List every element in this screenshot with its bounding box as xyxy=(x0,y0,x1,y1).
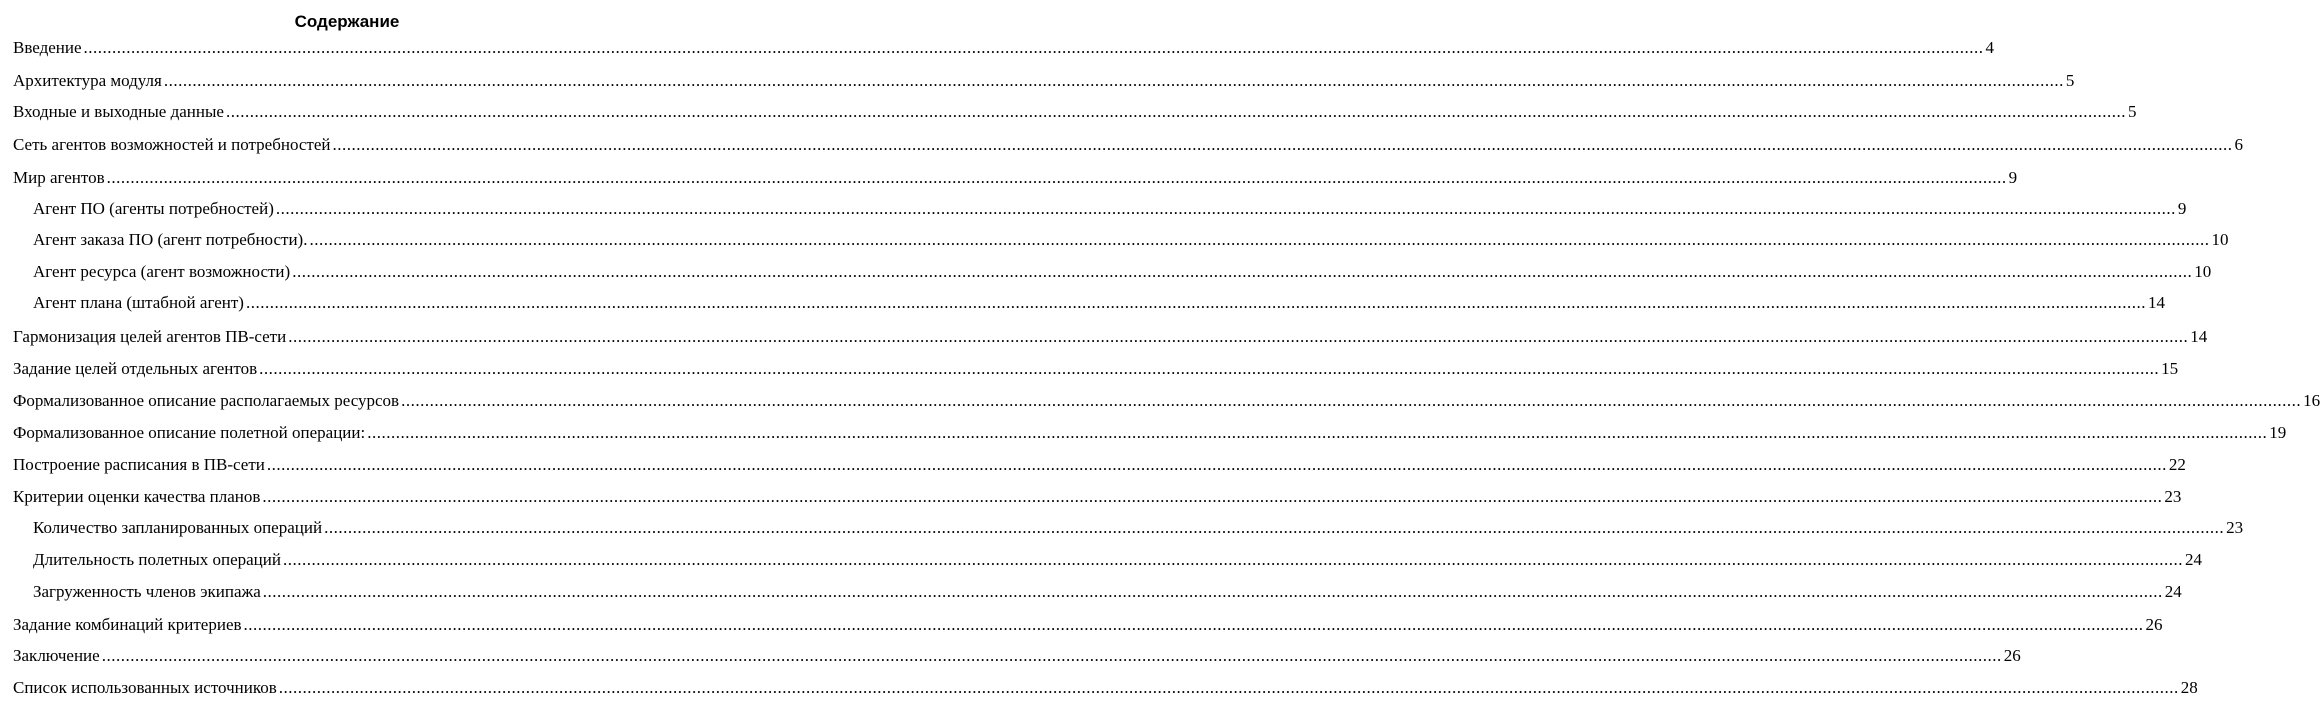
toc-dot-leader: ................................................................................................................................................................................................................................................................................................................................................................................................................ xyxy=(324,518,2225,537)
toc-entry-page: 19 xyxy=(2269,423,2287,442)
toc-entry-label: Введение xyxy=(13,38,82,57)
toc-dot-leader: ................................................................................................................................................................................................................................................................................................................................................................................................................ xyxy=(401,391,2302,410)
toc-entry-page: 9 xyxy=(2177,199,2187,218)
toc-entry-agent-goals[interactable] xyxy=(13,357,2179,381)
toc-entry-references[interactable] xyxy=(13,676,2198,700)
toc-entry-label: Входные и выходные данные xyxy=(13,102,224,121)
toc-dot-leader: ................................................................................................................................................................................................................................................................................................................................................................................................................ xyxy=(332,135,2233,154)
toc-entry-page: 14 xyxy=(2147,293,2165,312)
toc-entry-label: Мир агентов xyxy=(13,168,105,187)
toc-entry-label: Агент ресурса (агент возможности) xyxy=(33,262,291,281)
toc-entry-planned-operations-count[interactable] xyxy=(33,516,2244,540)
toc-entry-label: Сеть агентов возможностей и потребностей xyxy=(13,135,331,154)
toc-entry-label: Заключение xyxy=(13,646,100,665)
toc-entry-label: Агент заказа ПО (агент потребности). xyxy=(33,230,308,249)
toc-dot-leader: ................................................................................................................................................................................................................................................................................................................................................................................................................ xyxy=(243,615,2144,634)
toc-entry-label: Формализованное описание располагаемых ресурсов xyxy=(13,391,400,410)
toc-dot-leader: ................................................................................................................................................................................................................................................................................................................................................................................................................ xyxy=(106,168,2007,187)
toc-entry-agent-network[interactable] xyxy=(13,133,2243,157)
toc-entry-page: 16 xyxy=(2303,391,2320,410)
toc-entry-introduction[interactable] xyxy=(13,36,1995,60)
toc-entry-page: 23 xyxy=(2226,518,2244,537)
toc-entry-page: 24 xyxy=(2164,582,2182,601)
toc-entry-page: 28 xyxy=(2180,678,2198,697)
toc-entry-page: 5 xyxy=(2127,102,2137,121)
toc-entry-page: 10 xyxy=(2194,262,2212,281)
toc-entry-po-order-agent[interactable] xyxy=(33,228,2229,252)
toc-entry-label: Построение расписания в ПВ-сети xyxy=(13,455,265,474)
toc-entry-module-architecture[interactable] xyxy=(13,69,2075,93)
toc-entry-page: 23 xyxy=(2164,487,2182,506)
toc-entry-resources-description[interactable] xyxy=(13,389,2320,413)
toc-dot-leader: ................................................................................................................................................................................................................................................................................................................................................................................................................ xyxy=(275,199,2176,218)
toc-entry-page: 26 xyxy=(2145,615,2163,634)
toc-title: Содержание xyxy=(294,12,400,31)
toc-entry-resource-agent[interactable] xyxy=(33,260,2212,284)
toc-dot-leader: ................................................................................................................................................................................................................................................................................................................................................................................................................ xyxy=(83,38,1984,57)
toc-entry-criteria-combinations[interactable] xyxy=(13,613,2163,637)
toc-entry-plan-quality-criteria[interactable] xyxy=(13,485,2182,509)
toc-dot-leader: ................................................................................................................................................................................................................................................................................................................................................................................................................ xyxy=(278,678,2179,697)
toc-entry-flight-operation-description[interactable] xyxy=(13,421,2287,445)
toc-entry-label: Задание комбинаций критериев xyxy=(13,615,242,634)
toc-dot-leader: ................................................................................................................................................................................................................................................................................................................................................................................................................ xyxy=(245,293,2146,312)
toc-entry-page: 15 xyxy=(2161,359,2179,378)
toc-entry-label: Задание целей отдельных агентов xyxy=(13,359,258,378)
toc-entry-label: Гармонизация целей агентов ПВ-сети xyxy=(13,327,287,346)
toc-entry-goal-harmonization[interactable] xyxy=(13,325,2208,349)
toc-entry-page: 14 xyxy=(2190,327,2208,346)
toc-entry-label: Список использованных источников xyxy=(13,678,277,697)
toc-entry-page: 5 xyxy=(2065,71,2075,90)
toc-entry-label: Количество запланированных операций xyxy=(33,518,323,537)
toc-entry-label: Формализованное описание полетной операции: xyxy=(13,423,366,442)
toc-dot-leader: ................................................................................................................................................................................................................................................................................................................................................................................................................ xyxy=(309,230,2210,249)
toc-dot-leader: ................................................................................................................................................................................................................................................................................................................................................................................................................ xyxy=(292,262,2193,281)
toc-entry-page: 6 xyxy=(2234,135,2243,154)
toc-entry-plan-agent[interactable] xyxy=(33,291,2165,315)
toc-entry-page: 10 xyxy=(2211,230,2229,249)
toc-dot-leader: ................................................................................................................................................................................................................................................................................................................................................................................................................ xyxy=(262,487,2163,506)
toc-entry-label: Агент ПО (агенты потребностей) xyxy=(33,199,274,218)
toc-dot-leader: ................................................................................................................................................................................................................................................................................................................................................................................................................ xyxy=(288,327,2189,346)
toc-entry-schedule-building[interactable] xyxy=(13,453,2186,477)
toc-entry-page: 22 xyxy=(2168,455,2186,474)
toc-entry-po-agent[interactable] xyxy=(33,197,2187,221)
toc-dot-leader: ................................................................................................................................................................................................................................................................................................................................................................................................................ xyxy=(367,423,2268,442)
toc-entry-page: 24 xyxy=(2184,550,2202,569)
toc-entry-page: 26 xyxy=(2003,646,2021,665)
toc-dot-leader: ................................................................................................................................................................................................................................................................................................................................................................................................................ xyxy=(163,71,2064,90)
toc-dot-leader: ................................................................................................................................................................................................................................................................................................................................................................................................................ xyxy=(262,582,2163,601)
toc-entry-label: Архитектура модуля xyxy=(13,71,162,90)
toc-entry-label: Длительность полетных операций xyxy=(33,550,281,569)
toc-dot-leader: ................................................................................................................................................................................................................................................................................................................................................................................................................ xyxy=(101,646,2002,665)
toc-dot-leader: ................................................................................................................................................................................................................................................................................................................................................................................................................ xyxy=(259,359,2160,378)
toc-entry-conclusion[interactable] xyxy=(13,644,2021,668)
toc-dot-leader: ................................................................................................................................................................................................................................................................................................................................................................................................................ xyxy=(266,455,2167,474)
toc-entry-input-output-data[interactable] xyxy=(13,100,2137,124)
toc-entry-page: 9 xyxy=(2008,168,2018,187)
toc-entry-label: Загруженность членов экипажа xyxy=(33,582,261,601)
toc-entry-flight-duration[interactable] xyxy=(33,548,2202,572)
toc-entry-label: Критерии оценки качества планов xyxy=(13,487,261,506)
toc-dot-leader: ................................................................................................................................................................................................................................................................................................................................................................................................................ xyxy=(225,102,2126,121)
toc-dot-leader: ................................................................................................................................................................................................................................................................................................................................................................................................................ xyxy=(282,550,2183,569)
toc-entry-page: 4 xyxy=(1985,38,1995,57)
toc-entry-label: Агент плана (штабной агент) xyxy=(33,293,244,312)
toc-entry-agent-world[interactable] xyxy=(13,166,2018,190)
toc-entry-crew-workload[interactable] xyxy=(33,580,2182,604)
